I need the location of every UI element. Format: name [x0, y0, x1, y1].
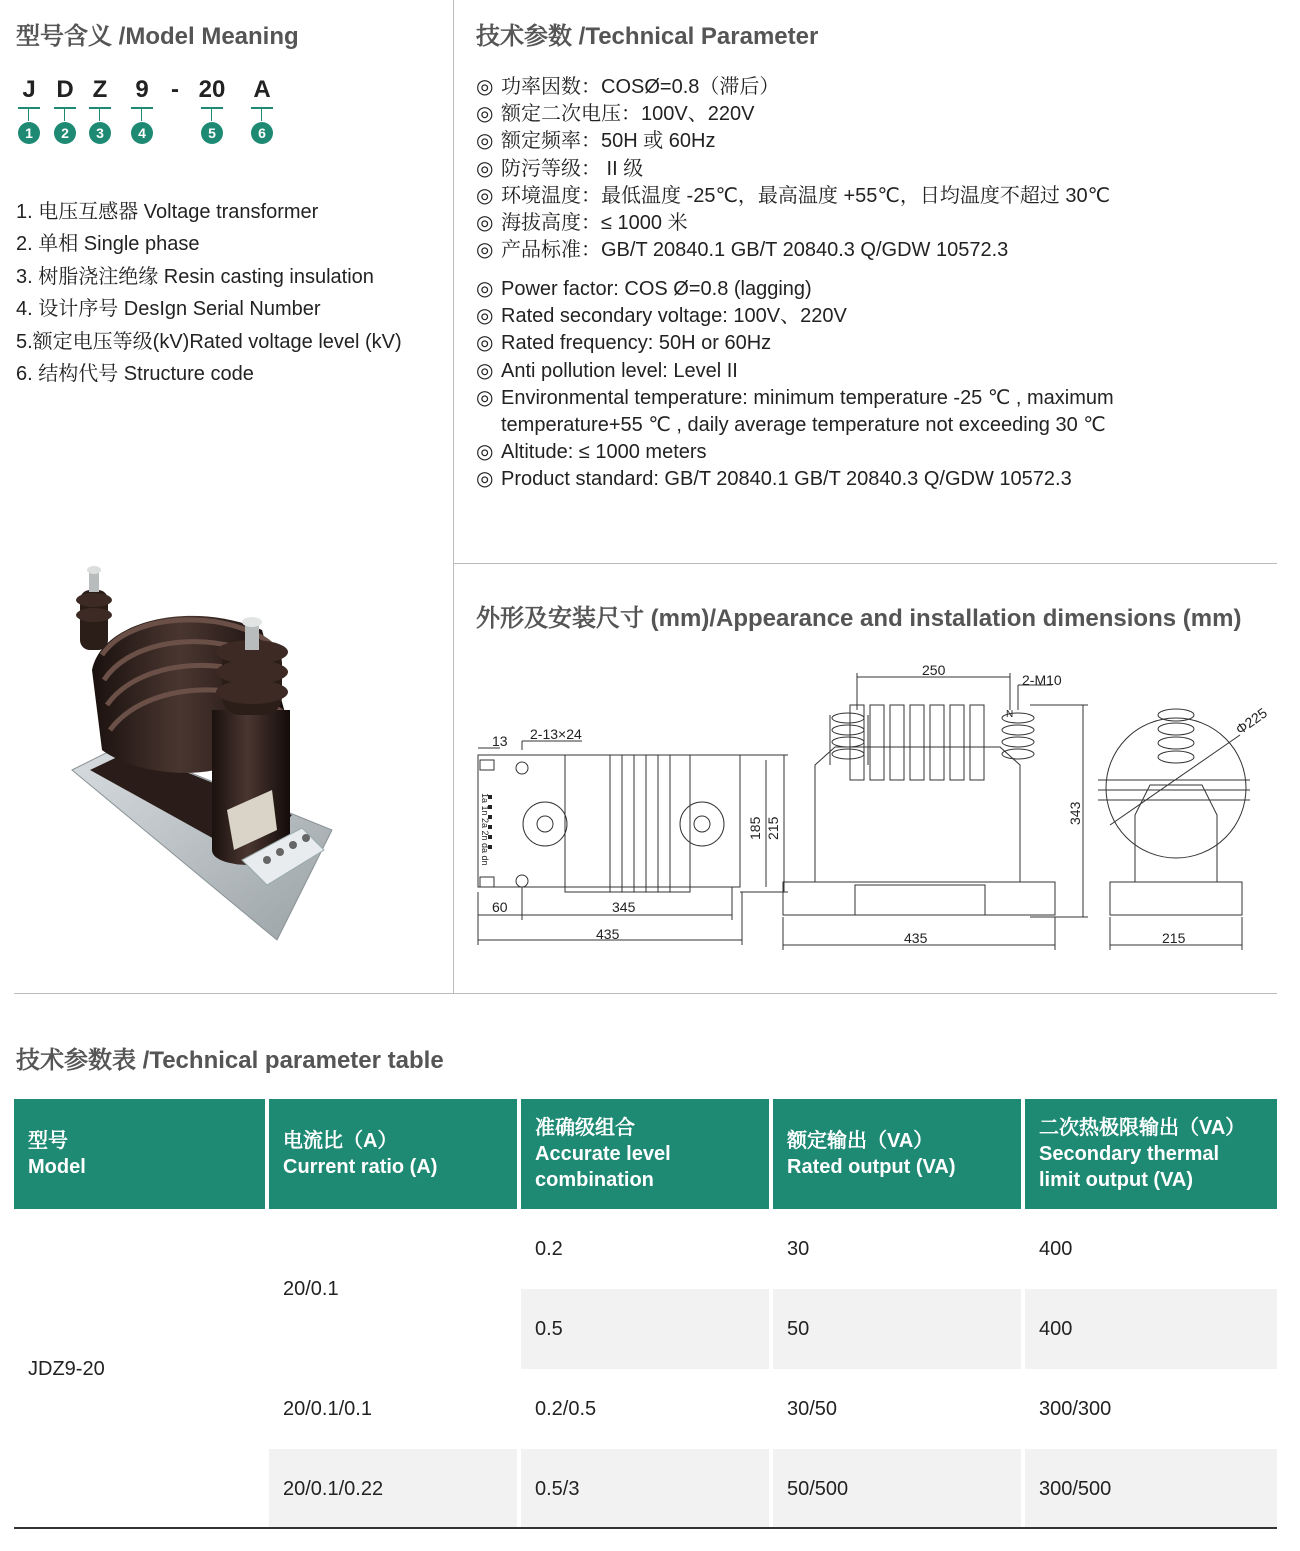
list-item: 6. 结构代号 Structure code: [16, 363, 254, 386]
dim-label: 215: [1162, 930, 1186, 946]
dim-label: 1a 1n 2a 2n da dn: [480, 793, 490, 866]
vertical-divider: [453, 0, 454, 993]
model-meaning-list: [16, 196, 402, 390]
code-letter: A: [253, 76, 271, 103]
dim-label: 2-M10: [1022, 672, 1062, 688]
code-letter: -: [171, 76, 179, 103]
model-code-diagram: [14, 76, 294, 156]
dim-label: Φ225: [1232, 704, 1271, 738]
list-item: ◎ Product standard: GB/T 20840.1 GB/T 20840.3 Q/GDW 10572.3: [476, 466, 1114, 493]
code-letter: 20: [198, 76, 226, 103]
table-header-cell: 型号 Model: [14, 1099, 267, 1209]
list-item: ◎ 海拔高度：≤ 1000 米: [476, 210, 1110, 237]
list-item: ◎ 功率因数：COSØ=0.8（滞后）: [476, 74, 1110, 101]
bullet-icon: ◎: [476, 278, 494, 300]
dim-label: 185: [747, 816, 763, 840]
table-bottom-rule: [14, 1527, 1277, 1529]
list-item: ◎ Environmental temperature: minimum temperature -25 ℃ , maximum: [476, 385, 1114, 412]
dim-label: 13: [492, 733, 508, 749]
bullet-icon: ◎: [476, 157, 494, 180]
model-meaning-title: 型号含义 /Model Meaning: [16, 23, 299, 50]
param-table: [14, 1099, 1277, 1529]
dim-label: 215: [765, 816, 781, 840]
dim-label: 435: [596, 926, 620, 942]
list-item: 1. 电压互感器 Voltage transformer: [16, 201, 319, 223]
list-item: ◎ 产品标准：GB/T 20840.1 GB/T 20840.3 Q/GDW 10572.3: [476, 237, 1110, 264]
list-item: ◎ 额定二次电压：100V、220V: [476, 101, 1110, 128]
bullet-icon: ◎: [476, 130, 494, 153]
table-cell: 20/0.1/0.1: [267, 1369, 519, 1449]
table-cell: 300/300: [1023, 1369, 1277, 1449]
table-cell: 400: [1023, 1209, 1277, 1289]
list-item: ◎ Altitude: ≤ 1000 meters: [476, 439, 1114, 466]
table-cell: 0.2/0.5: [519, 1369, 771, 1449]
list-item: 4. 设计序号 DesIgn Serial Number: [16, 298, 321, 321]
table-cell: 0.2: [519, 1209, 771, 1289]
table-cell: 400: [1023, 1289, 1277, 1369]
code-number-badge: 1: [18, 122, 40, 144]
divider-right-middle: [454, 563, 1277, 564]
code-letter: D: [56, 76, 74, 103]
bullet-icon: ◎: [476, 212, 494, 235]
product-photo: [62, 560, 337, 950]
code-number-badge: 6: [251, 122, 273, 144]
table-cell: 50: [771, 1289, 1023, 1369]
bullet-icon: ◎: [476, 332, 494, 355]
code-number-badge: 4: [131, 122, 153, 144]
table-cell-model: JDZ9-20: [14, 1209, 267, 1529]
param-list-en: [476, 276, 1114, 494]
list-item: 5.额定电压等级(kV)Rated voltage level (kV): [16, 330, 402, 353]
code-number-badge: 3: [89, 122, 111, 144]
bullet-icon: ◎: [476, 441, 494, 464]
table-cell: 0.5/3: [519, 1449, 771, 1529]
table-header-cell: 电流比（A） Current ratio (A): [267, 1099, 519, 1209]
list-item: ◎ 额定频率：50H 或 60Hz: [476, 128, 1110, 155]
table-cell: 20/0.1/0.22: [267, 1449, 519, 1529]
dimension-drawing: [470, 655, 1280, 955]
list-item: 2. 单相 Single phase: [16, 233, 200, 256]
bullet-icon: ◎: [476, 184, 494, 207]
table-cell: 300/500: [1023, 1449, 1277, 1529]
dim-label: 343: [1067, 801, 1083, 825]
code-letter: J: [22, 76, 36, 103]
technical-parameter-title: 技术参数 /Technical Parameter: [476, 23, 819, 50]
dimensions-title: 外形及安装尺寸 (mm)/Appearance and installation dimensions (mm): [476, 605, 1242, 632]
list-item: ◎ Anti pollution level: Level II: [476, 358, 1114, 385]
list-item: 3. 树脂浇注绝缘 Resin casting insulation: [16, 265, 374, 288]
bullet-icon: ◎: [476, 386, 494, 409]
divider-horizontal: [14, 993, 1277, 994]
list-item: ◎ 防污等级： II 级: [476, 156, 1110, 183]
dim-label: 60: [492, 899, 508, 915]
param-list-cn: [476, 74, 1110, 264]
bullet-icon: ◎: [476, 359, 494, 382]
dim-label: 435: [904, 930, 928, 946]
table-cell: 30: [771, 1209, 1023, 1289]
table-header-cell: 二次热极限输出（VA） Secondary thermal limit output (VA): [1023, 1099, 1277, 1209]
bullet-icon: ◎: [476, 76, 494, 98]
table-cell: 50/500: [771, 1449, 1023, 1529]
list-item: ◎ Rated secondary voltage: 100V、220V: [476, 303, 1114, 330]
bullet-icon: ◎: [476, 305, 494, 328]
table-cell: 30/50: [771, 1369, 1023, 1449]
table-cell: 20/0.1: [267, 1209, 519, 1369]
table-header-cell: 准确级组合 Accurate level combination: [519, 1099, 771, 1209]
list-item: ◎ Rated frequency: 50H or 60Hz: [476, 330, 1114, 357]
code-number-badge: 5: [201, 122, 223, 144]
bullet-icon: ◎: [476, 239, 494, 262]
table-row: [14, 1209, 1277, 1289]
dim-label: 2-13×24: [530, 726, 582, 742]
code-letter: 9: [135, 76, 149, 103]
param-table-title: 技术参数表 /Technical parameter table: [16, 1047, 444, 1074]
code-letter: Z: [92, 76, 108, 103]
dim-label: 345: [612, 899, 636, 915]
list-item: ◎ 环境温度：最低温度 -25℃，最高温度 +55℃，日均温度不超过 30℃: [476, 183, 1110, 210]
dim-label: N: [1006, 709, 1014, 720]
dim-label: 250: [922, 662, 946, 678]
table-cell: 0.5: [519, 1289, 771, 1369]
code-number-badge: 2: [54, 122, 76, 144]
list-item-continuation: temperature+55 ℃ , daily average temperature not exceeding 30 ℃: [501, 414, 1106, 437]
bullet-icon: ◎: [476, 468, 494, 491]
list-item: ◎ Power factor: COS Ø=0.8 (lagging): [476, 276, 1114, 303]
table-header-cell: 额定输出（VA） Rated output (VA): [771, 1099, 1023, 1209]
bullet-icon: ◎: [476, 103, 494, 126]
